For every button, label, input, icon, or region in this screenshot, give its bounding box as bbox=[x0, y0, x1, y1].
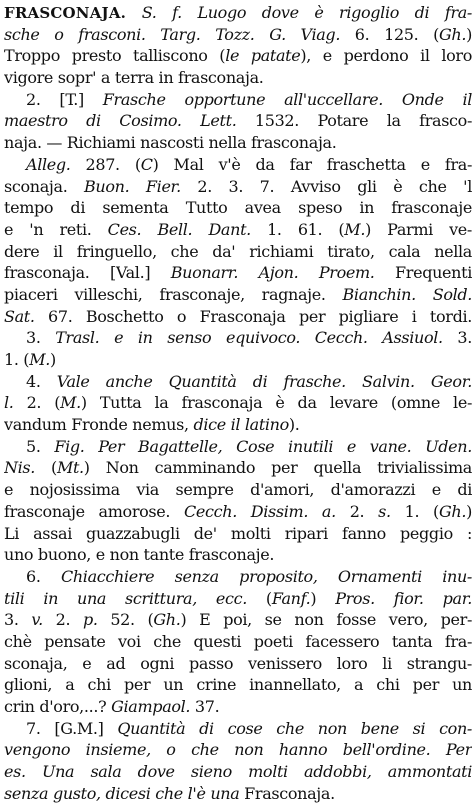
text-line bbox=[4, 523, 472, 545]
text-line bbox=[4, 24, 472, 46]
text-run: 287. ( bbox=[70, 154, 141, 174]
italic-text: es. Una sala dove sieno molti addobbi, ammontati bbox=[4, 762, 472, 782]
text-line bbox=[4, 110, 472, 132]
text-run: ) bbox=[466, 24, 472, 44]
text-line bbox=[4, 761, 472, 783]
italic-text: le patate bbox=[225, 46, 301, 66]
italic-text: l. bbox=[4, 393, 14, 413]
italic-text: p. bbox=[82, 610, 98, 630]
italic-text: Sat. bbox=[4, 306, 35, 326]
text-line bbox=[4, 544, 472, 566]
text-run: 2. bbox=[42, 610, 83, 630]
text-line bbox=[4, 67, 472, 89]
text-run: ) Parmi ve- bbox=[365, 219, 472, 239]
text-run: ) Non camminando per quella trivialissima bbox=[83, 458, 472, 478]
text-run: glioni, a chi per un crine inannellato, a chi per un bbox=[4, 675, 472, 695]
text-run bbox=[126, 3, 142, 22]
text-line bbox=[4, 588, 472, 610]
italic-text: Gh. bbox=[438, 501, 467, 521]
text-run: Frequenti bbox=[374, 263, 472, 283]
italic-text: v. bbox=[31, 610, 43, 630]
text-line bbox=[4, 718, 472, 740]
text-run: e 'n reti. bbox=[4, 219, 108, 239]
text-line bbox=[4, 262, 472, 284]
text-line bbox=[4, 154, 472, 176]
text-run: 6. 125. ( bbox=[340, 24, 439, 44]
text-run: ) bbox=[310, 588, 336, 608]
text-run: vandum Fronde nemus, bbox=[4, 415, 194, 435]
text-run: ) bbox=[49, 350, 56, 369]
italic-text: Nis. bbox=[4, 458, 36, 478]
italic-text: Buonarr. Ajon. Proem. bbox=[170, 263, 375, 283]
text-run: 3. bbox=[4, 610, 32, 630]
text-run: 1. ( bbox=[4, 350, 30, 369]
italic-text: Buon. Fier. bbox=[84, 176, 181, 196]
italic-text: s. bbox=[378, 501, 391, 521]
headword: FRASCONAJA. bbox=[4, 4, 127, 22]
italic-text: Cecch. Dissim. a. bbox=[184, 501, 336, 521]
text-line bbox=[4, 631, 472, 653]
text-run: chè pensate voi che questi poeti facessero tanta fra- bbox=[4, 631, 472, 651]
text-run: Troppo presto talliscono ( bbox=[4, 46, 226, 66]
italic-text: vengono insieme, o che non hanno bell'ordine. Per bbox=[4, 740, 472, 760]
text-run: 2. 3. 7. Avviso gli è che 'l bbox=[180, 176, 472, 196]
text-run: dere il fringuello, che da' richiami tirato, cala nella bbox=[4, 241, 472, 261]
text-run: 52. ( bbox=[97, 610, 154, 630]
italic-text: sche o frasconi. Targ. Tozz. G. Viag. bbox=[4, 24, 341, 44]
text-run: ( bbox=[246, 588, 272, 608]
text-line bbox=[4, 306, 472, 328]
text-run: 1. ( bbox=[390, 501, 439, 521]
text-run: uno buono, e non tante frasconaje. bbox=[4, 545, 275, 565]
text-run: ) Mal v'è da far fraschetta e fra- bbox=[152, 154, 472, 174]
text-line bbox=[4, 609, 472, 631]
text-run: piaceri villeschi, frasconaje, ragnaje. bbox=[4, 284, 343, 304]
italic-text: M. bbox=[60, 393, 81, 413]
text-run: ), e perdono il loro bbox=[300, 46, 472, 66]
text-run: 2. ( bbox=[13, 393, 61, 413]
text-run: sconaja, e ad ogni passo venissero loro li strangu- bbox=[4, 653, 472, 673]
text-run: ) Tutta la frasconaja è da levare (omne le- bbox=[80, 393, 472, 413]
italic-text: Pros. fior. par. bbox=[335, 588, 472, 608]
text-run: ) E poi, se non fosse vero, per- bbox=[180, 610, 472, 630]
text-line bbox=[4, 241, 472, 263]
italic-text: dice il latino bbox=[193, 415, 289, 435]
italic-text: S. f. Luogo dove è rigoglio di fra- bbox=[141, 3, 472, 22]
text-run: e nojosissima via sempre d'amori, d'amorazzi e di bbox=[4, 480, 472, 500]
italic-text: maestro di Cosimo. Lett. bbox=[4, 111, 237, 131]
text-run: frasconaje amorose. bbox=[4, 501, 184, 521]
text-run: Li assai guazzabugli de' molti ripari fanno peggio : bbox=[4, 523, 472, 543]
text-run: 3. bbox=[442, 328, 472, 348]
text-run: frasconaja. [Val.] bbox=[4, 263, 171, 283]
text-line bbox=[4, 501, 472, 523]
italic-text: Bianchin. Sold. bbox=[342, 284, 472, 304]
text-run: ) bbox=[466, 501, 472, 521]
text-run: 7. [G.M.] bbox=[26, 718, 118, 738]
text-run: naja. — Richiami nascosti nella frasconaja. bbox=[4, 133, 337, 153]
text-line bbox=[4, 566, 472, 588]
text-line bbox=[4, 219, 472, 241]
text-run: 5. bbox=[26, 436, 55, 456]
text-line bbox=[4, 45, 472, 67]
italic-text: Chiacchiere senza proposito, Ornamenti inu- bbox=[60, 566, 472, 586]
italic-text: Mt. bbox=[56, 458, 84, 478]
italic-text: Gh. bbox=[438, 24, 467, 44]
italic-text: Frasche opportune all'uccellare. Onde il bbox=[102, 89, 472, 109]
italic-text: Quantità di cose che non bene si con- bbox=[117, 718, 472, 738]
text-line bbox=[4, 2, 472, 24]
text-run: 6. bbox=[26, 566, 61, 586]
text-run: 1532. Potare la frasco- bbox=[236, 111, 472, 131]
text-line bbox=[4, 89, 472, 111]
text-run: ). bbox=[288, 415, 300, 435]
text-line bbox=[4, 436, 472, 458]
text-run: sconaja. bbox=[4, 176, 85, 196]
text-run: 4. bbox=[26, 371, 57, 391]
text-line bbox=[4, 696, 472, 718]
italic-text: Vale anche Quantità di frasche. Salvin. Geor. bbox=[56, 371, 472, 391]
italic-text: Alleg. bbox=[26, 154, 71, 174]
text-line bbox=[4, 457, 472, 479]
text-line bbox=[4, 783, 472, 804]
text-line bbox=[4, 653, 472, 675]
text-run: 3. bbox=[26, 328, 56, 348]
text-line bbox=[4, 176, 472, 198]
italic-text: M. bbox=[29, 350, 50, 369]
italic-text: Ces. Bell. Dant. bbox=[107, 219, 251, 239]
text-line bbox=[4, 414, 472, 436]
italic-text: senza gusto, dicesi che l'è una bbox=[4, 783, 240, 803]
text-line bbox=[4, 197, 472, 219]
text-line bbox=[4, 392, 472, 414]
dictionary-entry bbox=[4, 2, 472, 804]
text-run: tempo di sementa Tutto avea speso in frasconaje bbox=[4, 198, 472, 218]
text-run: crin d'oro,...? bbox=[4, 697, 112, 716]
text-run: 1. 61. ( bbox=[250, 219, 345, 239]
italic-text: Trasl. e in senso equivoco. Cecch. Assiuol. bbox=[55, 328, 443, 348]
text-line bbox=[4, 349, 472, 371]
italic-text: M. bbox=[344, 219, 366, 239]
text-run: 67. Boschetto o Frasconaja per pigliare i tordi. bbox=[34, 306, 472, 326]
italic-text: tili in una scrittura, ecc. bbox=[4, 588, 247, 608]
text-line bbox=[4, 739, 472, 761]
text-line bbox=[4, 371, 472, 393]
text-line bbox=[4, 479, 472, 501]
text-run: 2. [T.] bbox=[26, 89, 103, 109]
text-run: 2. bbox=[335, 501, 379, 521]
text-line bbox=[4, 674, 472, 696]
text-run: Frasconaja. bbox=[239, 783, 335, 803]
text-line bbox=[4, 132, 472, 154]
text-run: ( bbox=[35, 458, 57, 478]
text-run: vigore sopr' a terra in frasconaja. bbox=[4, 68, 264, 88]
italic-text: C bbox=[140, 154, 153, 174]
italic-text: Fig. Per Bagattelle, Cose inutili e vane. Uden. bbox=[54, 436, 472, 456]
text-run: 37. bbox=[190, 697, 220, 716]
italic-text: Fanf. bbox=[271, 588, 311, 608]
italic-text: Gh. bbox=[153, 610, 181, 630]
italic-text: Giampaol. bbox=[111, 697, 191, 716]
text-line bbox=[4, 284, 472, 306]
text-line bbox=[4, 327, 472, 349]
